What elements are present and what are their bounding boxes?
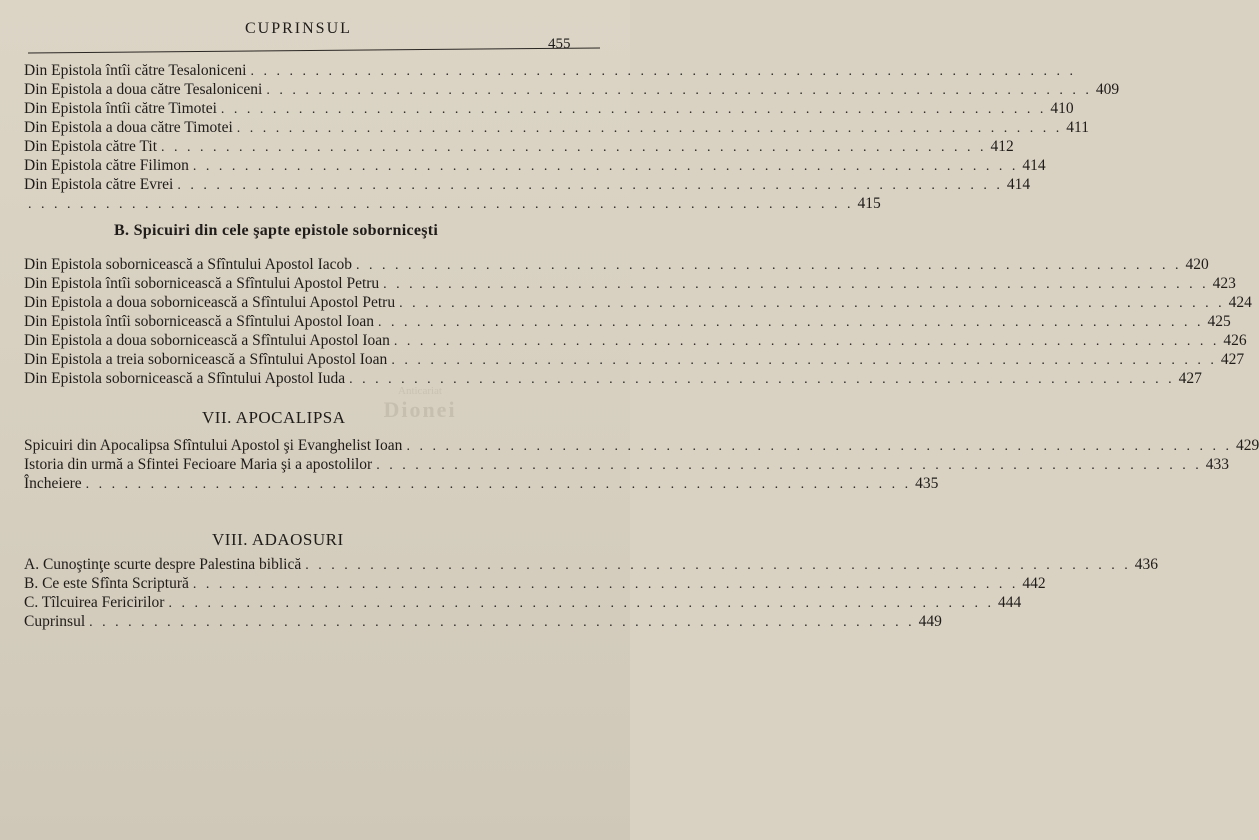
toc-entry-page: 414 xyxy=(1022,157,1046,174)
dot-leader: . . . . . . . . . . . . . . . . . . . . . . . . . . . . . . . . . . . . . . . . . . . . . . . . . . . . . . . . . . . . . . . . xyxy=(220,102,1047,117)
section-vii-title: VII. APOCALIPSA xyxy=(202,408,346,427)
watermark-line1: Anticariat xyxy=(398,385,442,397)
toc-entry-title: Încheiere xyxy=(24,475,82,492)
toc-entry xyxy=(24,81,1120,101)
toc-entry-title: C. Tîlcuirea Fericirilor xyxy=(24,594,165,611)
toc-entry xyxy=(24,195,881,215)
dot-leader: . . . . . . . . . . . . . . . . . . . . . . . . . . . . . . . . . . . . . . . . . . . . . . . . . . . . . . . . . . . . . . . . xyxy=(349,372,1175,387)
toc-entry-title: Istoria din urmă a Sfintei Fecioare Maria şi a apostolilor xyxy=(24,456,373,473)
dot-leader: . . . . . . . . . . . . . . . . . . . . . . . . . . . . . . . . . . . . . . . . . . . . . . . . . . . . . . . . . . . . . . . . xyxy=(161,140,987,155)
toc-entry xyxy=(24,294,1252,314)
toc-entry-page: 425 xyxy=(1207,313,1231,330)
dot-leader: . . . . . . . . . . . . . . . . . . . . . . . . . . . . . . . . . . . . . . . . . . . . . . . . . . . . . . . . . . . . . . . . xyxy=(192,159,1019,174)
dot-leader: . . . . . . . . . . . . . . . . . . . . . . . . . . . . . . . . . . . . . . . . . . . . . . . . . . . . . . . . . . . . . . . . xyxy=(250,64,1076,79)
toc-entry xyxy=(24,176,1031,196)
toc-entry xyxy=(24,370,1202,390)
toc-entry-title: Din Epistola întîi către Timotei xyxy=(24,100,217,117)
toc-entry-title: Din Epistola a doua sobornicească a Sfîntului Apostol Petru xyxy=(24,294,396,311)
toc-entry xyxy=(24,556,1158,576)
toc-entry xyxy=(24,256,1209,276)
toc-entry-title: Din Epistola către Tit xyxy=(24,138,158,155)
toc-entry xyxy=(24,275,1236,295)
toc-entry-page: 436 xyxy=(1134,556,1158,573)
toc-entry xyxy=(24,100,1074,120)
toc-entry xyxy=(24,351,1245,371)
toc-entry-title: B. Ce este Sfînta Scriptură xyxy=(24,575,189,592)
toc-entry-page: 409 xyxy=(1095,81,1120,98)
toc-entry-page: 442 xyxy=(1022,575,1046,592)
toc-entry xyxy=(24,157,1046,177)
dot-leader: . . . . . . . . . . . . . . . . . . . . . . . . . . . . . . . . . . . . . . . . . . . . . . . . . . . . . . . . . . . . . . . . xyxy=(89,615,915,630)
toc-entry-title: Din Epistola a doua către Tesaloniceni xyxy=(24,81,263,98)
page-header xyxy=(0,14,630,54)
toc-entry-page: 449 xyxy=(918,613,942,630)
toc-entry-title: Cuprinsul xyxy=(24,613,86,630)
watermark xyxy=(360,385,480,455)
toc-entry xyxy=(24,332,1247,352)
dot-leader: . . . . . . . . . . . . . . . . . . . . . . . . . . . . . . . . . . . . . . . . . . . . . . . . . . . . . . . . . . . . . . . . xyxy=(378,315,1204,330)
dot-leader: . . . . . . . . . . . . . . . . . . . . . . . . . . . . . . . . . . . . . . . . . . . . . . . . . . . . . . . . . . . . . . . . xyxy=(236,121,1063,136)
toc-entry-page: 444 xyxy=(997,594,1022,611)
toc-entry-page: 410 xyxy=(1050,100,1074,117)
page-number: 455 xyxy=(548,36,571,52)
dot-leader: . . . . . . . . . . . . . . . . . . . . . . . . . . . . . . . . . . . . . . . . . . . . . . . . . . . . . . . . . . . . . . . . xyxy=(305,558,1131,573)
toc-entry xyxy=(24,475,939,495)
toc-entry-title: A. Cunoştinţe scurte despre Palestina biblică xyxy=(24,556,302,573)
toc-entry xyxy=(24,119,1089,139)
dot-leader: . . . . . . . . . . . . . . . . . . . . . . . . . . . . . . . . . . . . . . . . . . . . . . . . . . . . . . . . . . . . . . . . xyxy=(266,83,1092,98)
toc-entry xyxy=(24,313,1231,333)
toc-entry-title: Din Epistola întîi sobornicească a Sfîntului Apostol Petru xyxy=(24,275,380,292)
dot-leader: . . . . . . . . . . . . . . . . . . . . . . . . . . . . . . . . . . . . . . . . . . . . . . . . . . . . . . . . . . . . . . . . xyxy=(168,596,994,611)
dot-leader: . . . . . . . . . . . . . . . . . . . . . . . . . . . . . . . . . . . . . . . . . . . . . . . . . . . . . . . . . . . . . . . . xyxy=(391,353,1217,368)
dot-leader: . . . . . . . . . . . . . . . . . . . . . . . . . . . . . . . . . . . . . . . . . . . . . . . . . . . . . . . . . . . . . . . . xyxy=(406,439,1232,454)
watermark-line2: Dionei xyxy=(383,397,457,422)
running-head: CUPRINSUL xyxy=(245,20,352,37)
toc-entry-title: Din Epistola către Filimon xyxy=(24,157,189,174)
toc-entry-page: 426 xyxy=(1223,332,1247,349)
dot-leader: . . . . . . . . . . . . . . . . . . . . . . . . . . . . . . . . . . . . . . . . . . . . . . . . . . . . . . . . . . . . . . . . xyxy=(376,458,1202,473)
toc-entry xyxy=(24,613,942,633)
toc-entry-page: 427 xyxy=(1220,351,1245,368)
toc-entry-title: Din Epistola întîi sobornicească a Sfîntului Apostol Ioan xyxy=(24,313,374,330)
dot-leader: . . . . . . . . . . . . . . . . . . . . . . . . . . . . . . . . . . . . . . . . . . . . . . . . . . . . . . . . . . . . . . . . xyxy=(393,334,1220,349)
toc-entry xyxy=(24,575,1046,595)
toc-entry-page: 411 xyxy=(1066,119,1089,136)
header-rule xyxy=(28,48,600,54)
toc-entry xyxy=(24,594,1022,614)
toc-entry-title: Din Epistola a doua sobornicească a Sfîntului Apostol Ioan xyxy=(24,332,390,349)
dot-leader: . . . . . . . . . . . . . . . . . . . . . . . . . . . . . . . . . . . . . . . . . . . . . . . . . . . . . . . . . . . . . . . . xyxy=(85,477,912,492)
toc-entry-title: Din Epistola sobornicească a Sfîntului Apostol Iuda xyxy=(24,370,346,387)
toc-entry xyxy=(24,437,1259,457)
toc-entry-page: 427 xyxy=(1178,370,1202,387)
dot-leader: . . . . . . . . . . . . . . . . . . . . . . . . . . . . . . . . . . . . . . . . . . . . . . . . . . . . . . . . . . . . . . . . xyxy=(177,178,1003,193)
toc-entry xyxy=(24,138,1014,158)
toc-entry-page: 423 xyxy=(1212,275,1236,292)
toc-entry-page: 420 xyxy=(1185,256,1209,273)
toc-entry-page: 415 xyxy=(857,195,881,212)
toc-entry-title: Spicuiri din Apocalipsa Sfîntului Apostol şi Evanghelist Ioan xyxy=(24,437,403,454)
toc-entry-page: 412 xyxy=(990,138,1014,155)
toc-entry-page: 435 xyxy=(915,475,939,492)
toc-entry-page: 424 xyxy=(1228,294,1252,311)
toc-entry-page: 433 xyxy=(1205,456,1229,473)
toc-entry-title: Din Epistola către Evrei xyxy=(24,176,174,193)
toc-entry-title: Din Epistola a treia sobornicească a Sfîntului Apostol Ioan xyxy=(24,351,388,368)
dot-leader: . . . . . . . . . . . . . . . . . . . . . . . . . . . . . . . . . . . . . . . . . . . . . . . . . . . . . . . . . . . . . . . . xyxy=(28,197,854,212)
toc-entry-page: 414 xyxy=(1006,176,1031,193)
toc-entry-title: Din Epistola sobornicească a Sfîntului Apostol Iacob xyxy=(24,256,353,273)
toc-entry xyxy=(24,62,1076,82)
section-viii-title: VIII. ADAOSURI xyxy=(212,530,344,549)
dot-leader: . . . . . . . . . . . . . . . . . . . . . . . . . . . . . . . . . . . . . . . . . . . . . . . . . . . . . . . . . . . . . . . . xyxy=(356,258,1182,273)
dot-leader: . . . . . . . . . . . . . . . . . . . . . . . . . . . . . . . . . . . . . . . . . . . . . . . . . . . . . . . . . . . . . . . . xyxy=(192,577,1019,592)
dot-leader: . . . . . . . . . . . . . . . . . . . . . . . . . . . . . . . . . . . . . . . . . . . . . . . . . . . . . . . . . . . . . . . . xyxy=(383,277,1209,292)
section-b-title: B. Spicuiri din cele şapte epistole soborniceşti xyxy=(114,222,439,239)
toc-entry-title: Din Epistola a doua către Timotei xyxy=(24,119,233,136)
toc-entry-title: Din Epistola întîi către Tesaloniceni xyxy=(24,62,247,79)
toc-entry xyxy=(24,456,1229,476)
toc-entry-page: 429 xyxy=(1235,437,1259,454)
dot-leader: . . . . . . . . . . . . . . . . . . . . . . . . . . . . . . . . . . . . . . . . . . . . . . . . . . . . . . . . . . . . . . . . xyxy=(399,296,1225,311)
